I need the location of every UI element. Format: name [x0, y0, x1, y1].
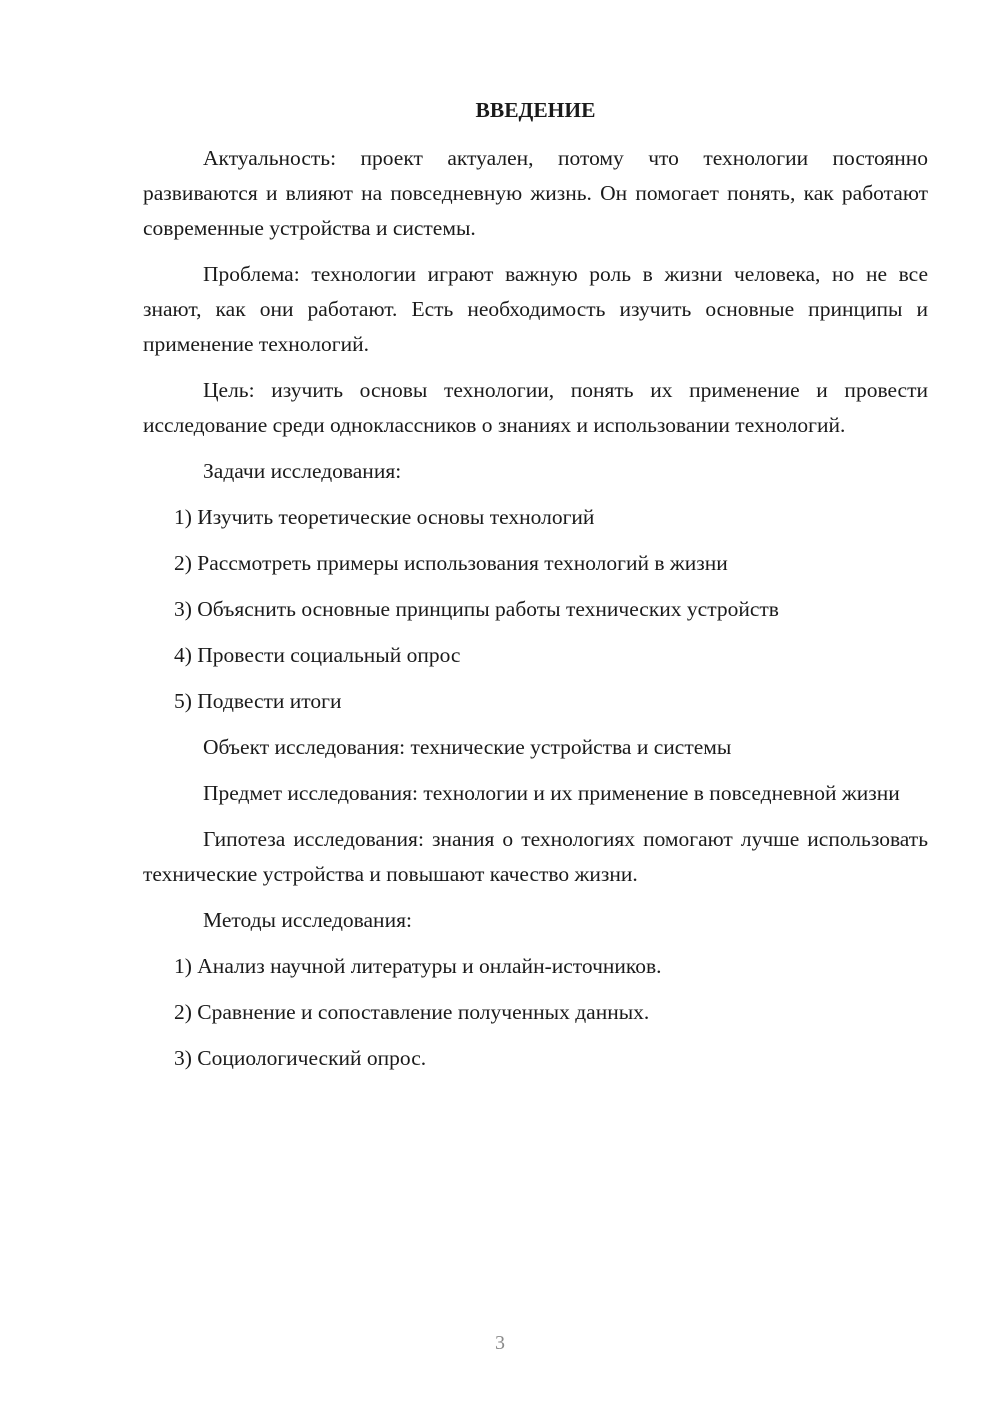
problem-paragraph: Проблема: технологии играют важную роль в жизни человека, но не все знают, как они работают. Есть необходимость изучить основные принципы и применение технологий.	[143, 262, 928, 356]
goal-paragraph: Цель: изучить основы технологии, понять их применение и провести исследование среди одноклассников о знаниях и использовании технологий.	[143, 378, 928, 437]
task-item: 2) Рассмотреть примеры использования технологий в жизни	[174, 551, 728, 575]
section-title: ВВЕДЕНИЕ	[475, 98, 596, 122]
method-item: 3) Социологический опрос.	[174, 1046, 427, 1070]
subject-paragraph: Предмет исследования: технологии и их применение в повседневной жизни	[203, 781, 900, 805]
document-page	[143, 93, 928, 1087]
task-item: 3) Объяснить основные принципы работы технических устройств	[174, 597, 779, 621]
relevance-paragraph: Актуальность: проект актуален, потому что технологии постоянно развиваются и влияют на повседневную жизнь. Он помогает понять, как работают современные устройства и системы.	[143, 146, 928, 240]
task-item: 1) Изучить теоретические основы технологий	[174, 505, 595, 529]
hypothesis-paragraph: Гипотеза исследования: знания о технологиях помогают лучше использовать технические устройства и повышают качество жизни.	[143, 827, 928, 886]
page-number: 3	[495, 1332, 505, 1354]
tasks-heading: Задачи исследования:	[203, 459, 402, 483]
methods-heading: Методы исследования:	[203, 908, 412, 932]
task-item: 5) Подвести итоги	[174, 689, 342, 713]
object-paragraph: Объект исследования: технические устройства и системы	[203, 735, 732, 759]
method-item: 1) Анализ научной литературы и онлайн-источников.	[174, 954, 662, 978]
method-item: 2) Сравнение и сопоставление полученных данных.	[174, 1000, 650, 1024]
task-item: 4) Провести социальный опрос	[174, 643, 461, 667]
